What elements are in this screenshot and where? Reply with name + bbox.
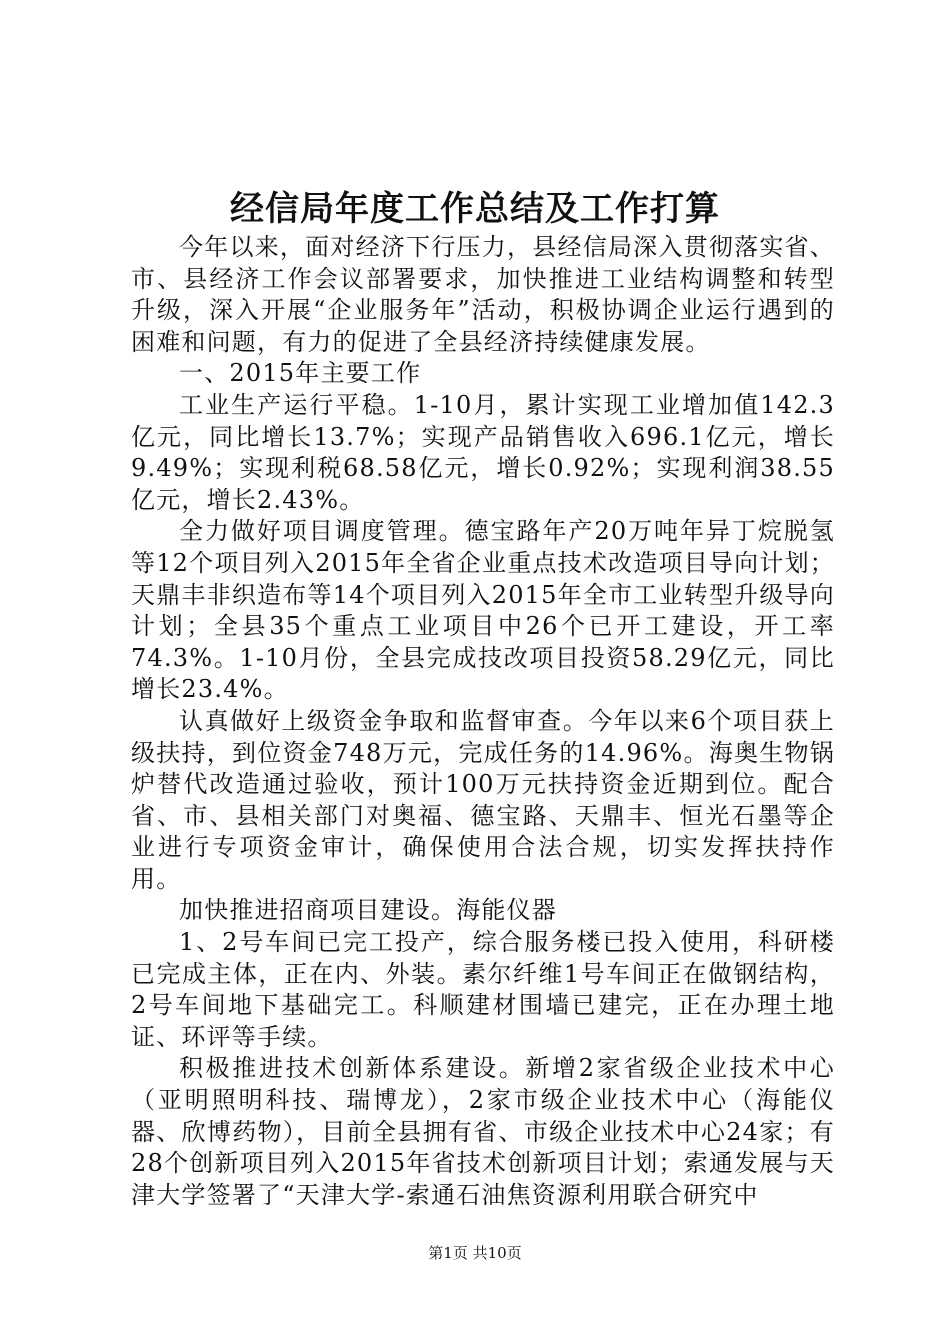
document-body [131,232,835,1211]
paragraph-intro: 今年以来，面对经济下行压力，县经信局深入贯彻落实省、市、县经济工作会议部署要求，加快推进工业结构调整和转型升级，深入开展“企业服务年”活动，积极协调企业运行遇到的困难和问题，有力的促进了全县经济持续健康发展。 [131,233,835,356]
paragraph-workshop-progress: 1、2号车间已完工投产，综合服务楼已投入使用，科研楼已完成主体，正在内、外装。素尔纤维1号车间正在做钢结构，2号车间地下基础完工。科顺建材围墙已建完，正在办理土地证、环评等手续。 [131,928,835,1051]
paragraph-investment-projects: 加快推进招商项目建设。海能仪器 [179,896,557,925]
paragraph-innovation: 积极推进技术创新体系建设。新增2家省级企业技术中心（亚明照明科技、瑞博龙），2家市级企业技术中心（海能仪器、欣博药物），目前全县拥有省、市级企业技术中心24家；有28个创新项目列入2015年省技术创新项目计划；索通发展与天津大学签署了“天津大学-索通石油焦资源利用联合研究中 [131,1054,835,1209]
paragraph-industrial-production: 工业生产运行平稳。1-10月，累计实现工业增加值142.3亿元，同比增长13.7%；实现产品销售收入696.1亿元，增长9.49%；实现利税68.58亿元，增长0.92%；实现利润38.55亿元，增长2.43%。 [131,390,835,514]
page-footer: 第1页 共10页 [428,1244,522,1262]
document-title: 经信局年度工作总结及工作打算 [230,189,720,229]
paragraph-funding: 认真做好上级资金争取和监督审查。今年以来6个项目获上级扶持，到位资金748万元，完成任务的14.96%。海奥生物锅炉替代改造通过验收，预计100万元扶持资金近期到位。配合省、市、县相关部门对奥福、德宝路、天鼎丰、恒光石墨等企业进行专项资金审计，确保使用合法合规，切实发挥扶持作用。 [131,706,835,893]
section-heading: 一、2015年主要工作 [179,359,422,388]
paragraph-project-management: 全力做好项目调度管理。德宝路年产20万吨年异丁烷脱氢等12个项目列入2015年全省企业重点技术改造项目导向计划；天鼎丰非织造布等14个项目列入2015年全市工业转型升级导向计划；全县35个重点工业项目中26个已开工建设，开工率74.3%。1-10月份，全县完成技改项目投资58.29亿元，同比增长23.4%。 [131,517,835,704]
